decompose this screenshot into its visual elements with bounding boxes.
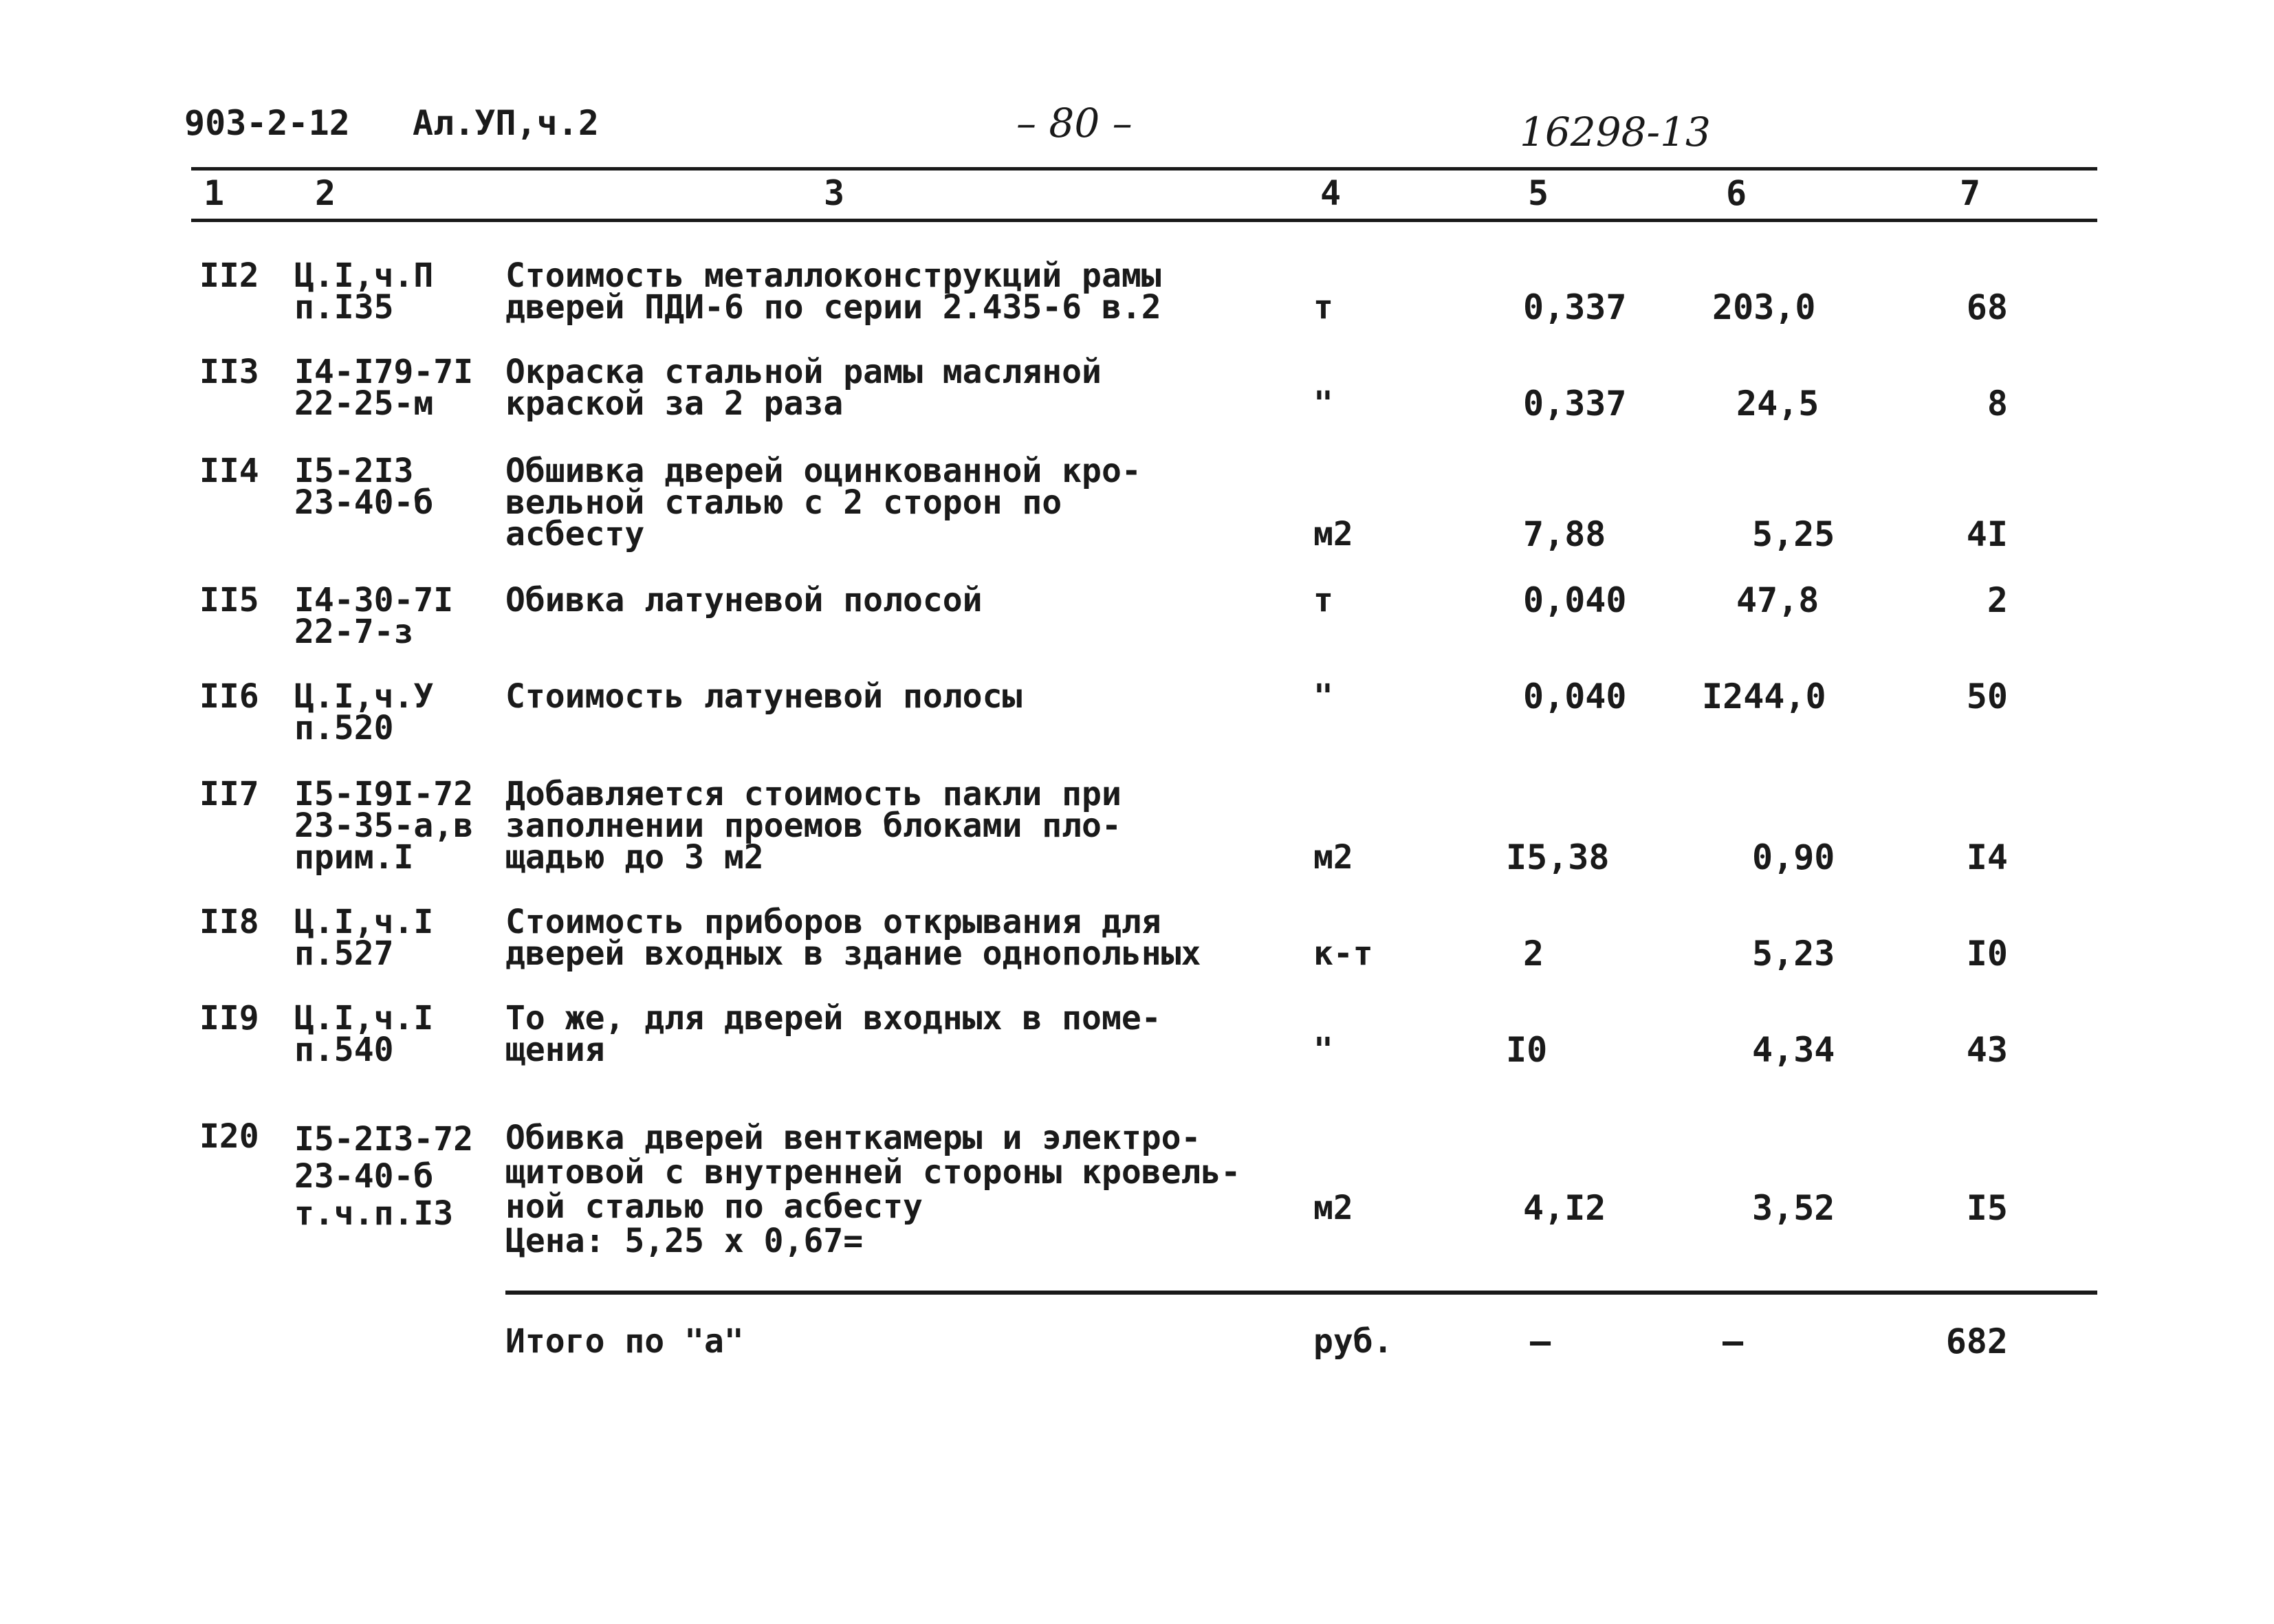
header-rule-top: [191, 167, 2097, 171]
row-total: 2: [1987, 580, 2008, 620]
row-unit-price: 5,23: [1752, 934, 1835, 974]
header-rule-bottom: [191, 219, 2097, 222]
row-description: То же, для дверей входных в поме- щения: [505, 999, 1161, 1069]
column-number-4: 4: [1320, 173, 1342, 213]
row-reference: Ц.I,ч.П п.I35: [294, 256, 434, 327]
row-number: II2: [199, 256, 259, 295]
row-quantity: 2: [1523, 934, 1544, 974]
row-quantity: 0,040: [1523, 677, 1627, 716]
row-total: 43: [1966, 1030, 2008, 1070]
row-unit-price: I244,0: [1702, 677, 1826, 716]
row-unit: к-т: [1313, 934, 1373, 973]
row-unit: м2: [1313, 515, 1353, 553]
row-reference: Ц.I,ч.I п.527: [294, 903, 434, 973]
row-reference: I4-I79-7I 22-25-м: [294, 353, 474, 423]
row-reference: Ц.I,ч.I п.540: [294, 999, 434, 1069]
row-unit: м2: [1313, 1189, 1353, 1227]
summary-label: Итого по "а": [505, 1322, 744, 1361]
row-number: II3: [199, 353, 259, 391]
row-quantity: 0,337: [1523, 287, 1627, 327]
column-number-3: 3: [824, 173, 845, 213]
row-total: 68: [1966, 287, 2008, 327]
album-ref: Ал.УП,ч.2: [413, 103, 599, 143]
page-number: – 80 –: [1016, 100, 1133, 146]
row-unit-price: 5,25: [1752, 514, 1835, 554]
row-unit: ": [1313, 1031, 1333, 1069]
column-number-1: 1: [204, 173, 225, 213]
row-unit: т: [1313, 581, 1333, 619]
row-unit-price: 47,8: [1736, 580, 1819, 620]
row-quantity: 4,I2: [1523, 1188, 1606, 1228]
row-reference: I5-2I3-72 23-40-б т.ч.п.I3: [294, 1120, 474, 1233]
summary-total: 682: [1945, 1321, 2008, 1361]
row-total: I5: [1966, 1188, 2008, 1228]
row-unit: ": [1313, 384, 1333, 423]
column-number-6: 6: [1726, 173, 1747, 213]
row-description: Окраска стальной рамы масляной краской за 2 раза: [505, 353, 1102, 423]
summary-unit: руб.: [1313, 1322, 1393, 1361]
row-number: II7: [199, 775, 259, 813]
row-number: II4: [199, 452, 259, 490]
row-number: II5: [199, 581, 259, 619]
summary-quantity: –: [1530, 1321, 1551, 1361]
row-quantity: 0,337: [1523, 384, 1627, 424]
summary-price: –: [1723, 1321, 1744, 1361]
row-description: Стоимость металлоконструкций рамы дверей ПДИ-6 по серии 2.435-6 в.2: [505, 256, 1161, 327]
row-unit-price: 4,34: [1752, 1030, 1835, 1070]
row-total: I4: [1966, 837, 2008, 877]
row-description: Обивка латуневой полосой: [505, 581, 983, 619]
row-description: Обивка дверей венткамеры и электро- щитовой с внутренней стороны кровель- ной сталью по асбесту Цена: 5,25 х 0,67=: [505, 1119, 1241, 1260]
row-unit-price: 3,52: [1752, 1188, 1835, 1228]
row-number: II8: [199, 903, 259, 941]
row-reference: I5-I9I-72 23-35-а,в прим.I: [294, 775, 474, 877]
column-number-2: 2: [315, 173, 336, 213]
row-description: Добавляется стоимость пакли при заполнении проемов блоками пло- щадью до 3 м2: [505, 775, 1122, 877]
row-unit: т: [1313, 288, 1333, 327]
row-quantity: 7,88: [1523, 514, 1606, 554]
row-quantity: I5,38: [1506, 837, 1610, 877]
row-description: Стоимость латуневой полосы: [505, 677, 1023, 716]
row-unit-price: 203,0: [1712, 287, 1816, 327]
summary-rule: [505, 1291, 2097, 1295]
column-number-5: 5: [1528, 173, 1549, 213]
doc-code: 903-2-12: [184, 103, 350, 143]
row-unit-price: 24,5: [1736, 384, 1819, 424]
sheet-ref: 16298-13: [1520, 109, 1711, 155]
row-reference: Ц.I,ч.У п.520: [294, 677, 434, 747]
row-unit: ": [1313, 677, 1333, 716]
row-reference: I4-30-7I 22-7-з: [294, 581, 454, 651]
row-quantity: 0,040: [1523, 580, 1627, 620]
row-number: II6: [199, 677, 259, 716]
row-unit: м2: [1313, 838, 1353, 877]
row-total: 4I: [1966, 514, 2008, 554]
row-description: Стоимость приборов открывания для дверей входных в здание однопольных: [505, 903, 1201, 973]
row-quantity: I0: [1506, 1030, 1548, 1070]
row-unit-price: 0,90: [1752, 837, 1835, 877]
row-total: 8: [1987, 384, 2008, 424]
row-number: II9: [199, 999, 259, 1038]
row-number: I20: [199, 1117, 259, 1156]
row-total: 50: [1966, 677, 2008, 716]
row-description: Обшивка дверей оцинкованной кро- вельной сталью с 2 сторон по асбесту: [505, 452, 1141, 553]
row-reference: I5-2I3 23-40-б: [294, 452, 434, 522]
column-number-7: 7: [1960, 173, 1981, 213]
row-total: I0: [1966, 934, 2008, 974]
